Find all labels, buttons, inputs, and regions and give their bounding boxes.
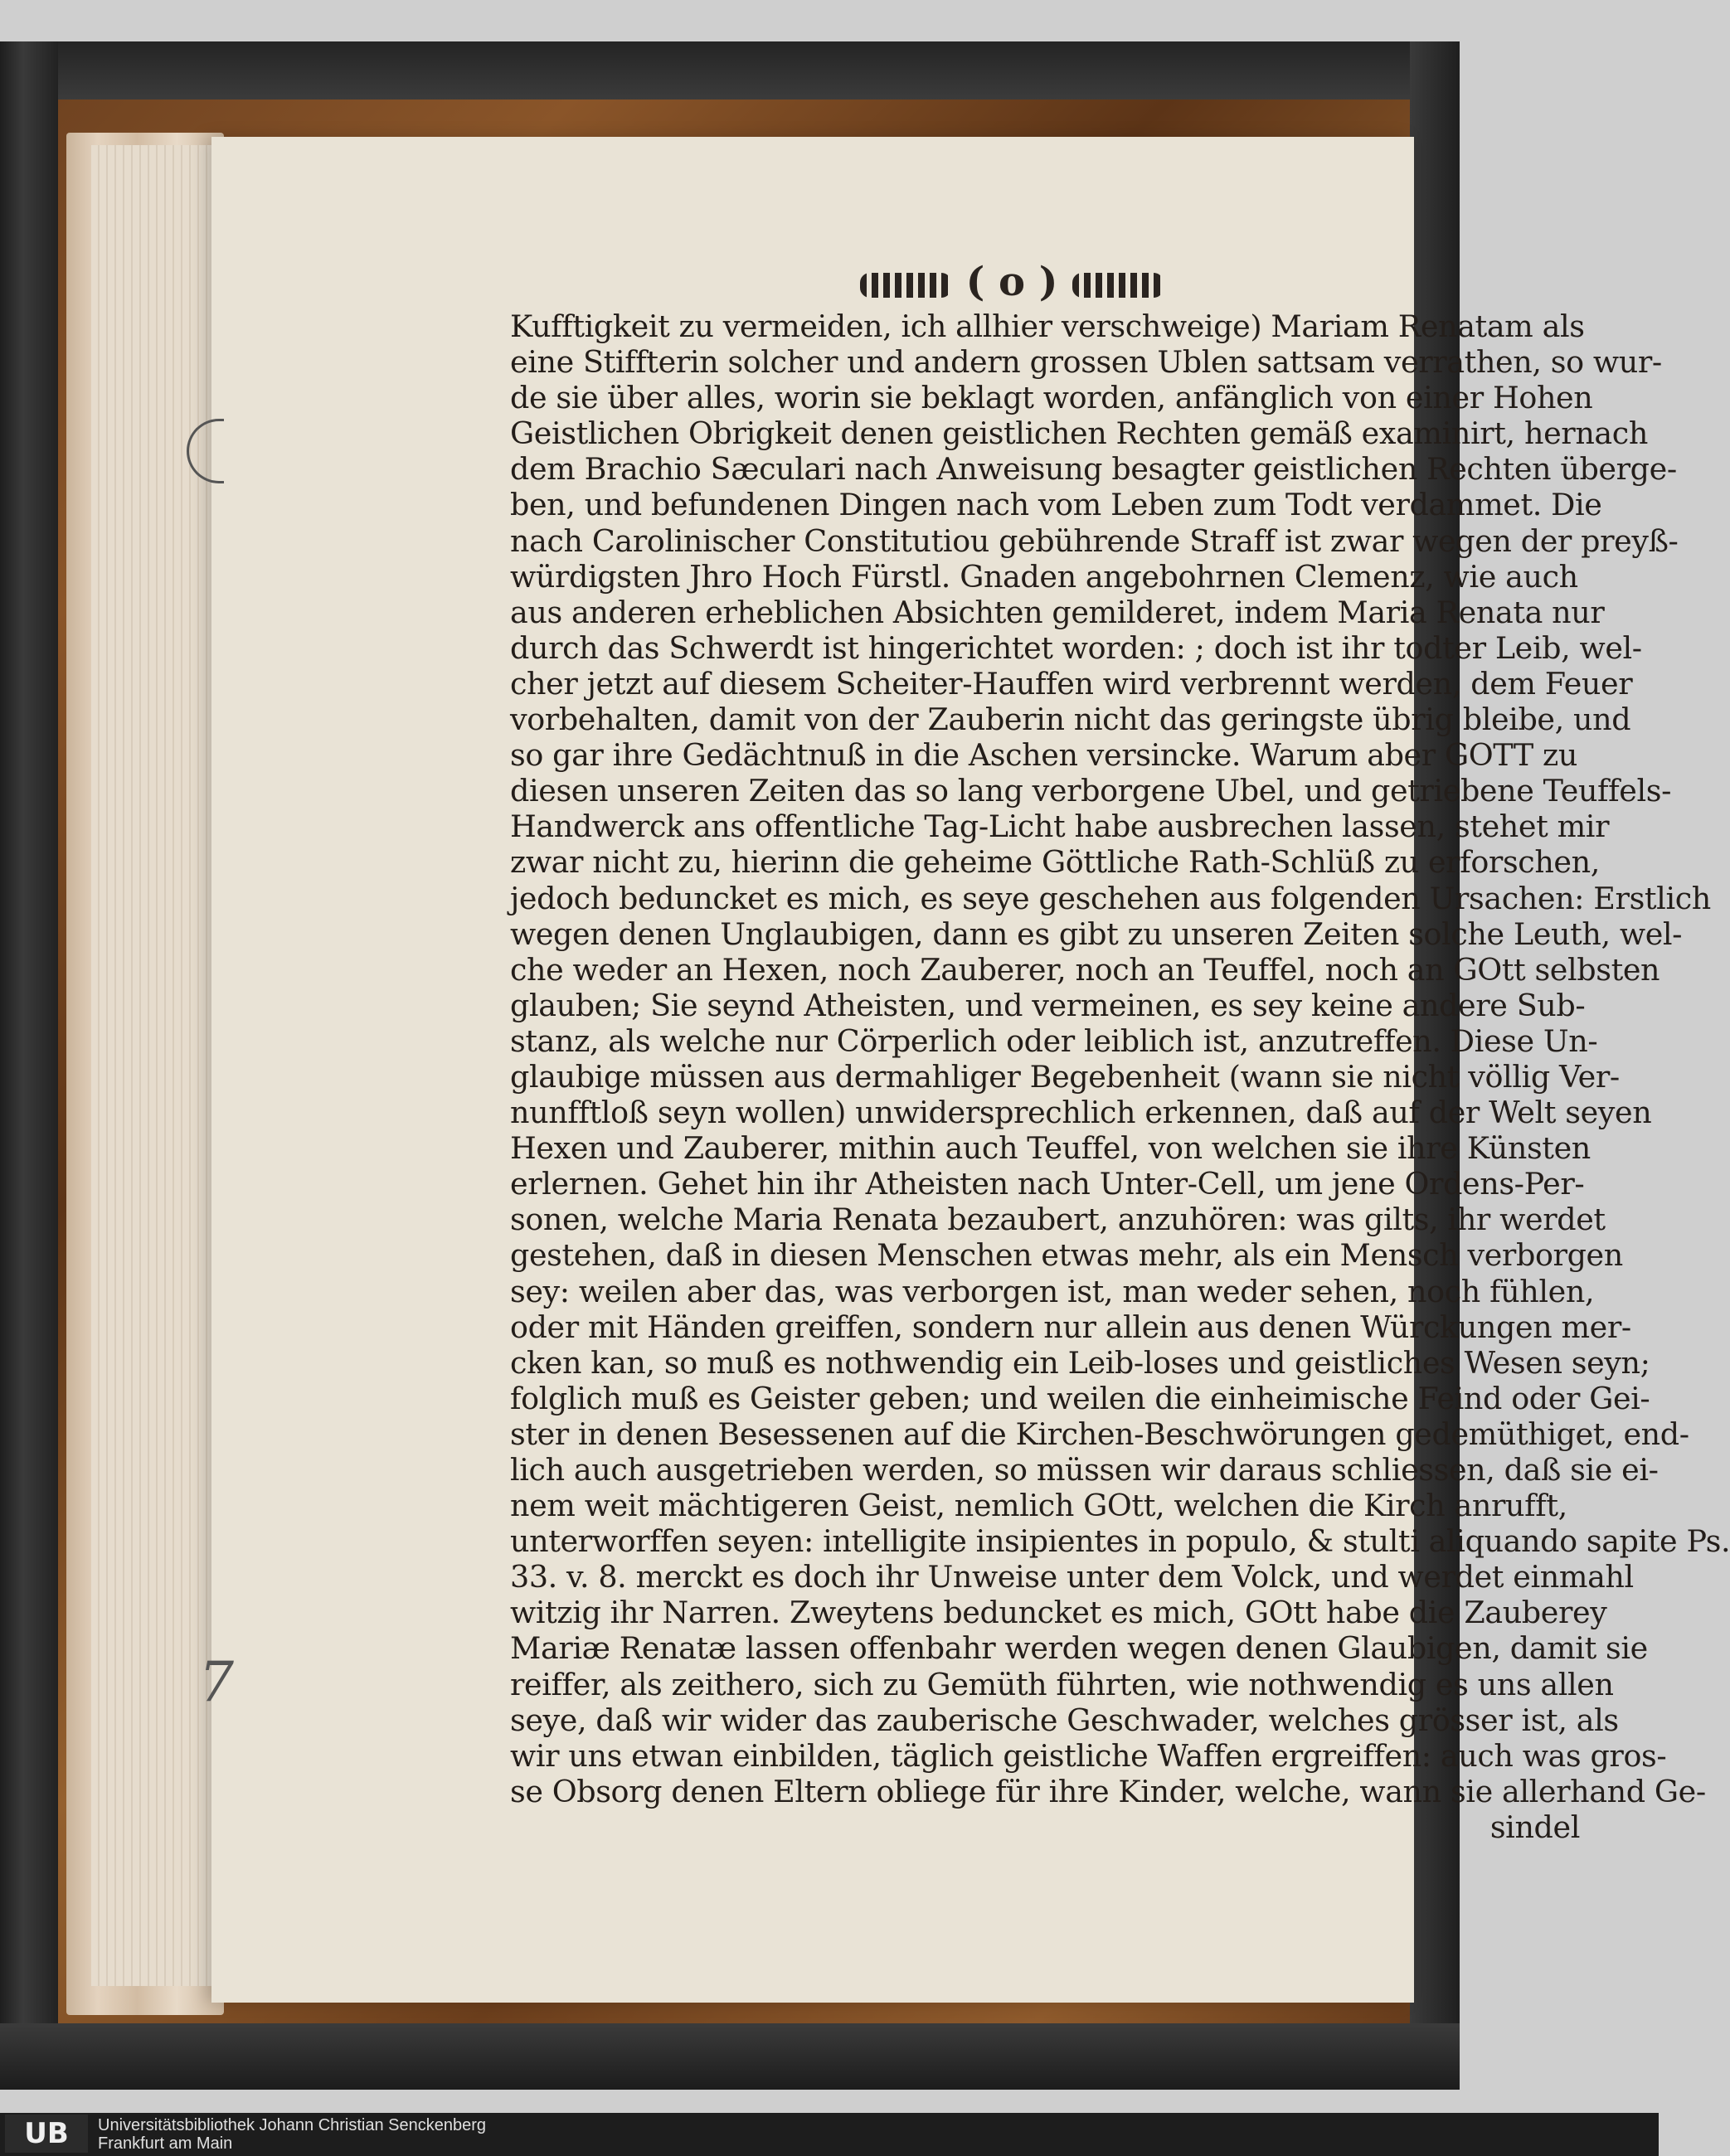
text-line: Handwerck ans offentliche Tag-Licht habe ausbrechen lassen, stehet mir <box>510 808 1610 845</box>
text-line: sey: weilen aber das, was verborgen ist, man weder sehen, noch fühlen, <box>510 1273 1595 1309</box>
text-line: erlernen. Gehet hin ihr Atheisten nach Unter-Cell, um jene Ordens-Per- <box>510 1166 1585 1202</box>
ornament-left-icon <box>860 273 951 298</box>
text-line: folglich muß es Geister geben; und weilen die einheimische Feind oder Gei- <box>510 1380 1650 1416</box>
text-line: stanz, als welche nur Cörperlich oder leiblich ist, anzutreffen. Diese Un- <box>510 1022 1598 1059</box>
cover-leather-bottom <box>0 2023 1460 2090</box>
ornament-right-icon <box>1072 273 1164 298</box>
text-line: wegen denen Unglaubigen, dann es gibt zu unseren Zeiten solche Leuth, wel- <box>510 915 1683 952</box>
text-line: sonen, welche Maria Renata bezaubert, anzuhören: was gilts, ihr werdet <box>510 1202 1606 1238</box>
text-line: reiffer, als zeithero, sich zu Gemüth führten, wie nothwendig es uns allen <box>510 1666 1614 1702</box>
library-name: Universitätsbibliothek Johann Christian Senckenberg <box>98 2116 487 2134</box>
cover-leather-top <box>0 41 1460 100</box>
text-line: so gar ihre Gedächtnuß in die Aschen versincke. Warum aber GOTT zu <box>510 737 1577 774</box>
text-line: se Obsorg denen Eltern obliege für ihre Kinder, welche, wann sie allerhand Ge- <box>510 1773 1706 1809</box>
library-location: Frankfurt am Main <box>98 2134 233 2153</box>
text-line: oder mit Händen greiffen, sondern nur allein aus denen Würckungen mer- <box>510 1309 1631 1345</box>
page-text <box>510 308 1730 1845</box>
text-line: Geistlichen Obrigkeit denen geistlichen Rechten gemäß examinirt, hernach <box>510 415 1648 452</box>
text-line: wir uns etwan einbilden, täglich geistliche Waffen ergreiffen: auch was gros- <box>510 1737 1667 1774</box>
text-line: gestehen, daß in diesen Menschen etwas mehr, als ein Mensch verborgen <box>510 1237 1623 1274</box>
text-line: vorbehalten, damit von der Zauberin nicht das geringste übrig bleibe, und <box>510 702 1631 738</box>
text-line: ben, und befundenen Dingen nach vom Leben zum Todt verdammet. Die <box>510 487 1602 523</box>
text-line: dem Brachio Sæculari nach Anweisung besagter geistlichen Rechten überge- <box>510 451 1677 488</box>
text-line: jedoch beduncket es mich, es seye geschehen aus folgenden Ursachen: Erstlich <box>510 880 1711 916</box>
text-line: glaubige müssen aus dermahliger Begebenheit (wann sie nicht völlig Ver- <box>510 1058 1620 1095</box>
text-line: diesen unseren Zeiten das so lang verborgene Ubel, und getriebene Teuffels- <box>510 773 1672 809</box>
text-line: aus anderen erheblichen Absichten gemilderet, indem Maria Renata nur <box>510 594 1605 630</box>
library-credit <box>98 2116 486 2153</box>
text-line: lich auch ausgetrieben werden, so müssen wir daraus schliessen, daß sie ei- <box>510 1452 1659 1488</box>
text-line: glauben; Sie seynd Atheisten, und vermeinen, es sey keine andere Sub- <box>510 987 1586 1023</box>
text-line: nunfftloß seyn wollen) unwidersprechlich erkennen, daß auf der Welt seyen <box>510 1095 1652 1131</box>
text-line: unterworffen seyen: intelligite insipientes in populo, & stulti aliquando sapite Ps. <box>510 1523 1730 1560</box>
text-line: nem weit mächtigeren Geist, nemlich GOtt, welchen die Kirch anrufft, <box>510 1488 1567 1524</box>
text-line: Mariæ Renatæ lassen offenbahr werden wegen denen Glaubigen, damit sie <box>510 1630 1648 1667</box>
text-line: ster in denen Besessenen auf die Kirchen-Beschwörungen gedemüthiget, end- <box>510 1415 1689 1452</box>
text-line: che weder an Hexen, noch Zauberer, noch an Teuffel, noch an GOtt selbsten <box>510 951 1660 988</box>
text-line: nach Carolinischer Constitutiou gebührende Straff ist zwar wegen der preyß- <box>510 522 1679 559</box>
page-header <box>829 259 1194 305</box>
text-line: zwar nicht zu, hierinn die geheime Göttliche Rath-Schlüß zu erforschen, <box>510 844 1600 881</box>
text-line: durch das Schwerdt ist hingerichtet worden: ; doch ist ihr todter Leib, wel- <box>510 629 1642 666</box>
text-line: seye, daß wir wider das zauberische Geschwader, welches grösser ist, als <box>510 1702 1619 1738</box>
text-line: cher jetzt auf diesem Scheiter-Hauffen wird verbrennt werden, dem Feuer <box>510 665 1633 702</box>
text-line: de sie über alles, worin sie beklagt worden, anfänglich von einer Hohen <box>510 380 1593 416</box>
page-marker: ( o ) <box>965 259 1058 305</box>
text-line: 33. v. 8. merckt es doch ihr Unweise unter dem Volck, und werdet einmahl <box>510 1559 1634 1595</box>
text-line: eine Stiffterin solcher und andern grossen Ublen sattsam verrathen, so wur- <box>510 344 1662 381</box>
catchword: sindel <box>1489 1809 1580 1845</box>
margin-handwritten-numeral: 7 <box>199 1650 234 1714</box>
text-line: Kufftigkeit zu vermeiden, ich allhier verschweige) Mariam Renatam als <box>510 308 1585 344</box>
library-logo[interactable]: UB <box>5 2115 88 2153</box>
text-line: würdigsten Jhro Hoch Fürstl. Gnaden angebohrnen Clemenz, wie auch <box>510 558 1578 595</box>
text-line: witzig ihr Narren. Zweytens beduncket es mich, GOtt habe die Zauberey <box>510 1595 1607 1631</box>
text-line: Hexen und Zauberer, mithin auch Teuffel, von welchen sie ihre Künsten <box>510 1130 1591 1167</box>
book-spine <box>0 41 58 2090</box>
text-line: cken kan, so muß es nothwendig ein Leib-loses und geistliches Wesen seyn; <box>510 1344 1650 1381</box>
